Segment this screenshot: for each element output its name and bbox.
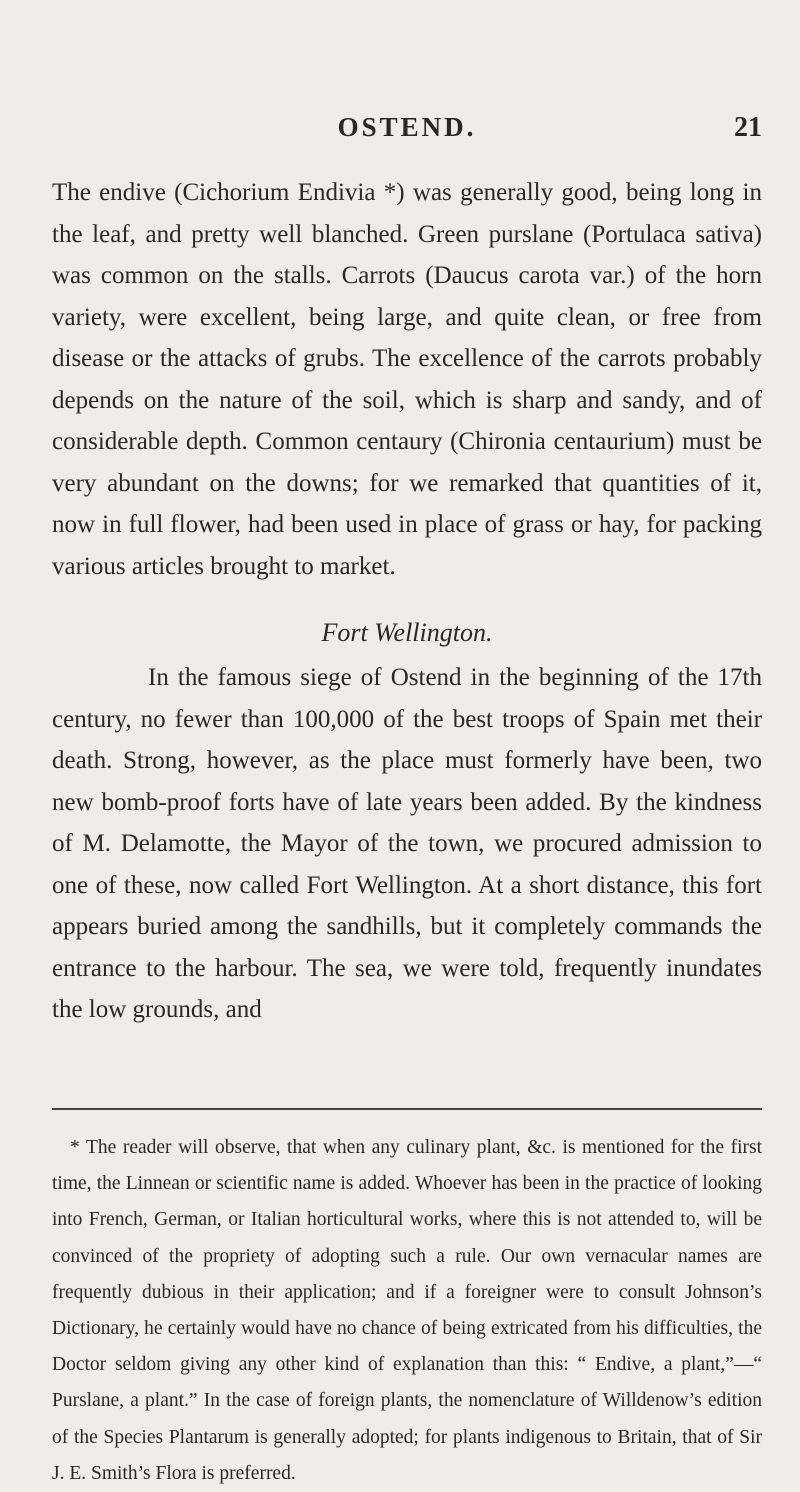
footnote-divider <box>52 1108 762 1110</box>
section-heading: Fort Wellington. <box>321 618 493 647</box>
paragraph-fort-wellington: In the famous siege of Ostend in the beginning of the 17th century, no fewer than 100,000 of the best troops of Spain met their death. Strong, however, as the place must formerly have been, two new bomb-proof forts have of late years been added. By the kindness of M. Delamotte, the Mayor of the town, we procured admission to one of these, now called Fort Wellington. At a short distance, this fort appears buried among the sandhills, but it completely commands the entrance to the harbour. The sea, we were told, frequently inundates the low grounds, and <box>52 664 762 1023</box>
running-head: OSTEND. <box>337 112 477 142</box>
footnote-text: * The reader will observe, that when any culinary plant, &c. is mentioned for the first time, the Linnean or scientific name is added. Whoever has been in the practice of looking into French, German, or Italian horticultural works, where this is not attended to, will be convinced of the propriety of adopting such a rule. Our own vernacular names are frequently dubious in their application; and if a foreigner were to consult Johnson’s Dictionary, he certainly would have no chance of being extricated from his difficulties, the Doctor seldom giving any other kind of explanation than this: “ Endive, a plant,”—“ Purslane, a plant.” In the case of foreign plants, the nomenclature of Willdenow’s edition of the Species Plantarum is generally adopted; for plants indigenous to Britain, that of Sir J. E. Smith’s Flora is preferred. <box>52 1137 762 1484</box>
footnote <box>52 1130 762 1492</box>
page-number: 21 <box>734 112 762 143</box>
page-header <box>52 112 762 152</box>
body-text <box>52 172 762 1031</box>
paragraph-produce: The endive (Cichorium Endivia *) was generally good, being long in the leaf, and pretty well blanched. Green purslane (Portulaca sativa) was common on the stalls. Carrots (Daucus carota var.) of the horn variety, were excellent, being large, and quite clean, or free from disease or the attacks of grubs. The excellence of the carrots probably depends on the nature of the soil, which is sharp and sandy, and of considerable depth. Common centaury (Chironia centaurium) must be very abundant on the downs; for we remarked that quantities of it, now in full flower, had been used in place of grass or hay, for packing various articles brought to market. <box>52 179 762 580</box>
